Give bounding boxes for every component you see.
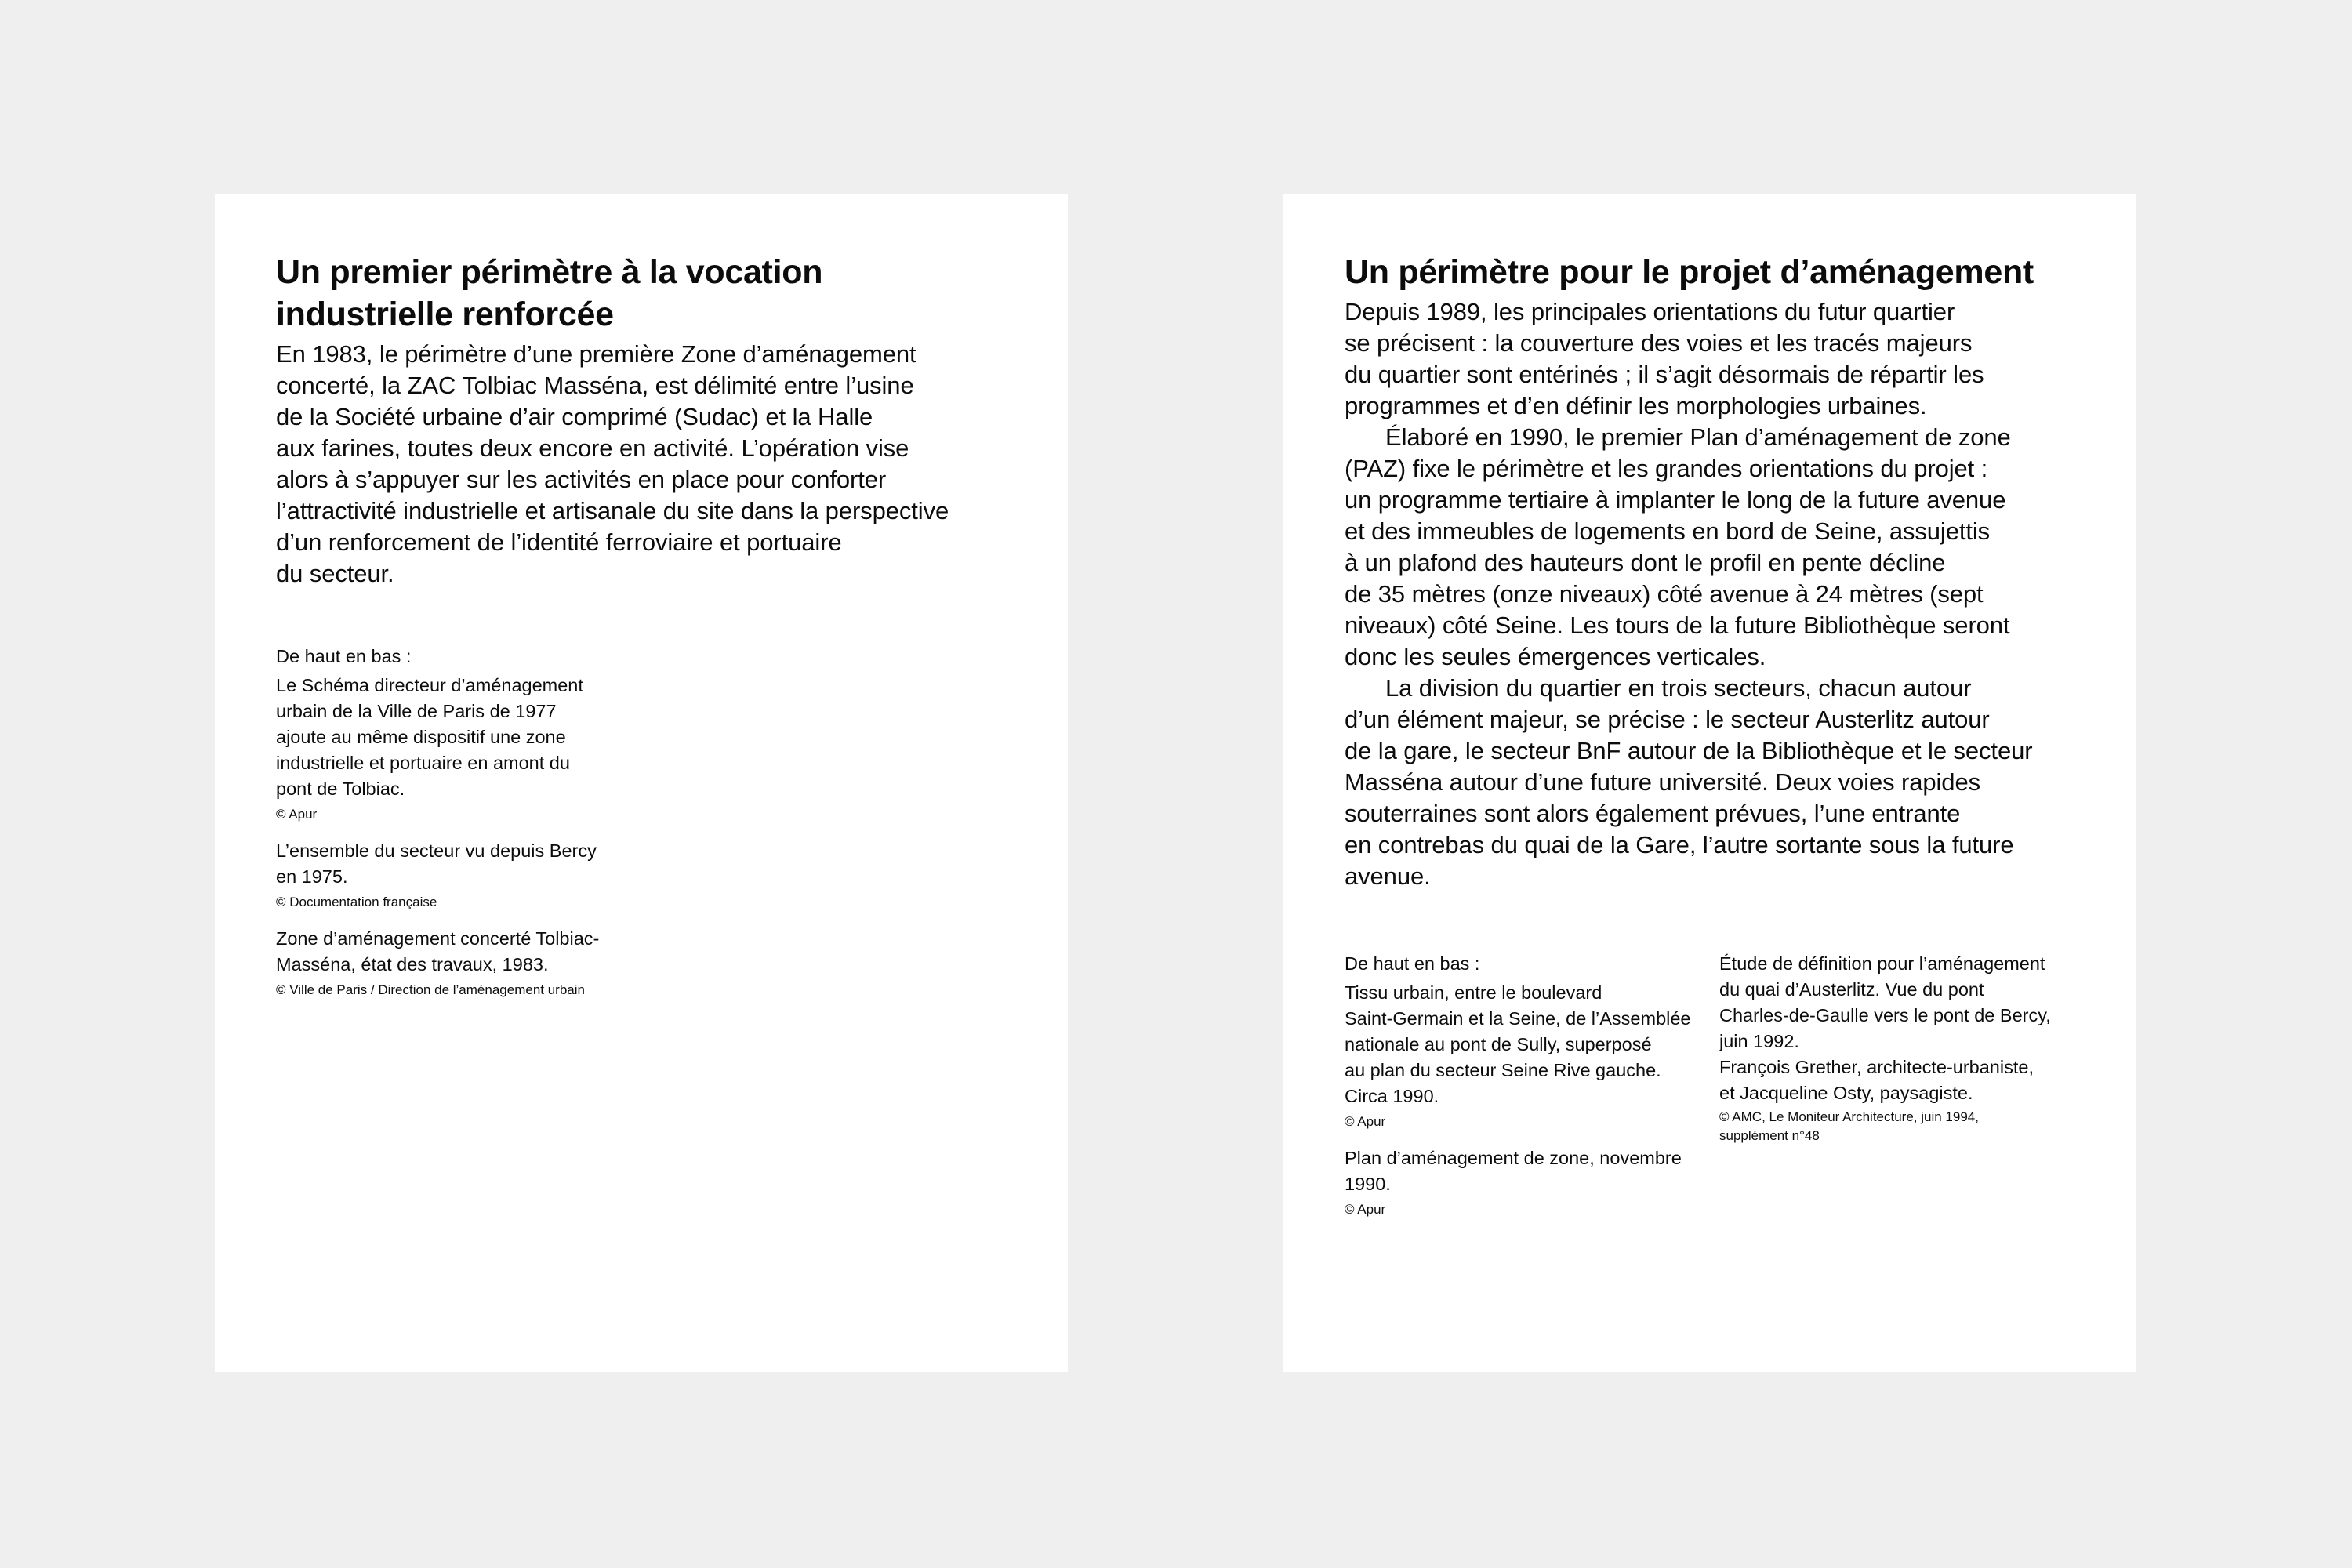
right-body-text [1345, 296, 2082, 892]
right-page-content [1345, 251, 2082, 892]
body-line: Élaboré en 1990, le premier Plan d’aménagement de zone [1385, 423, 2011, 451]
left-captions [276, 644, 637, 1014]
caption-line: industrielle et portuaire en amont du [276, 753, 570, 773]
caption-credit: supplément n°48 [1719, 1128, 1820, 1143]
body-paragraph [1345, 296, 2082, 422]
caption-column-a [1345, 951, 1705, 1233]
caption-line: Masséna, état des travaux, 1983. [276, 954, 549, 975]
body-line: se précisent : la couverture des voies et les tracés majeurs [1345, 329, 1973, 357]
body-line: (PAZ) fixe le périmètre et les grandes orientations du projet : [1345, 455, 1988, 482]
body-line: et des immeubles de logements en bord de Seine, assujettis [1345, 517, 1991, 545]
body-paragraph [1345, 422, 2082, 673]
caption-line: Plan d’aménagement de zone, novembre [1345, 1148, 1682, 1168]
caption-credit: © Ville de Paris / Direction de l’aménagement urbain [276, 982, 585, 997]
caption-line: juin 1992. [1719, 1031, 1799, 1051]
caption-credit: © Apur [1345, 1114, 1386, 1129]
caption-item [276, 673, 637, 824]
caption-item [1345, 1145, 1705, 1219]
caption-credit: © Documentation française [276, 895, 437, 909]
left-page-content [276, 251, 1013, 590]
right-page-title: Un périmètre pour le projet d’aménagement [1345, 253, 2034, 291]
caption-line: du quai d’Austerlitz. Vue du pont [1719, 979, 1984, 1000]
body-line: Masséna autour d’une future université. Deux voies rapides [1345, 768, 1980, 796]
caption-line: au plan du secteur Seine Rive gauche. [1345, 1060, 1661, 1080]
left-page [215, 194, 1068, 1372]
caption-line: en 1975. [276, 866, 348, 887]
caption-line: 1990. [1345, 1174, 1391, 1194]
caption-line: urbain de la Ville de Paris de 1977 [276, 701, 557, 721]
caption-credit: © Apur [1345, 1202, 1386, 1217]
body-line: un programme tertiaire à implanter le long de la future avenue [1345, 486, 2006, 514]
caption-line: Le Schéma directeur d’aménagement [276, 675, 583, 695]
body-line: d’un élément majeur, se précise : le secteur Austerlitz autour [1345, 706, 1990, 733]
caption-item [276, 838, 637, 912]
caption-credit: © AMC, Le Moniteur Architecture, juin 1994, [1719, 1109, 1979, 1124]
left-title-line: Un premier périmètre à la vocation [276, 253, 823, 291]
caption-heading: De haut en bas : [276, 646, 412, 666]
caption-column-b [1719, 951, 2082, 1160]
body-line: avenue. [1345, 862, 1431, 890]
caption-line: Saint-Germain et la Seine, de l’Assemblée [1345, 1008, 1691, 1029]
caption-line: nationale au pont de Sully, superposé [1345, 1034, 1652, 1054]
body-line: aux farines, toutes deux encore en activité. L’opération vise [276, 434, 909, 462]
body-line: du quartier sont entérinés ; il s’agit désormais de répartir les [1345, 361, 1984, 388]
left-title-line: industrielle renforcée [276, 296, 614, 333]
left-body-text [276, 339, 1013, 590]
body-line: donc les seules émergences verticales. [1345, 643, 1766, 670]
body-line: de la gare, le secteur BnF autour de la Bibliothèque et le secteur [1345, 737, 2033, 764]
caption-item [1345, 980, 1705, 1131]
body-line: de la Société urbaine d’air comprimé (Sudac) et la Halle [276, 403, 873, 430]
body-line: l’attractivité industrielle et artisanale du site dans la perspective [276, 497, 949, 524]
caption-line: Tissu urbain, entre le boulevard [1345, 982, 1602, 1003]
caption-line: Charles-de-Gaulle vers le pont de Bercy, [1719, 1005, 2051, 1025]
body-line: à un plafond des hauteurs dont le profil en pente décline [1345, 549, 1946, 576]
caption-line: L’ensemble du secteur vu depuis Bercy [276, 840, 597, 861]
body-line: concerté, la ZAC Tolbiac Masséna, est délimité entre l’usine [276, 372, 914, 399]
body-line: programmes et d’en définir les morphologies urbaines. [1345, 392, 1927, 419]
body-line: Depuis 1989, les principales orientations du futur quartier [1345, 298, 1955, 325]
caption-line: Circa 1990. [1345, 1086, 1439, 1106]
body-line: de 35 mètres (onze niveaux) côté avenue à 24 mètres (sept [1345, 580, 1984, 608]
caption-line: pont de Tolbiac. [276, 779, 405, 799]
body-line: d’un renforcement de l’identité ferroviaire et portuaire [276, 528, 842, 556]
body-line: niveaux) côté Seine. Les tours de la future Bibliothèque seront [1345, 612, 2010, 639]
body-line: alors à s’appuyer sur les activités en place pour conforter [276, 466, 887, 493]
caption-line: Zone d’aménagement concerté Tolbiac- [276, 928, 600, 949]
caption-item [276, 926, 637, 1000]
caption-line: ajoute au même dispositif une zone [276, 727, 566, 747]
caption-item [1719, 951, 2082, 1145]
body-paragraph [1345, 673, 2082, 892]
caption-line: et Jacqueline Osty, paysagiste. [1719, 1083, 1973, 1103]
body-line: en contrebas du quai de la Gare, l’autre sortante sous la future [1345, 831, 2014, 858]
body-line: La division du quartier en trois secteurs, chacun autour [1385, 674, 1972, 702]
body-line: souterraines sont alors également prévues, l’une entrante [1345, 800, 1961, 827]
left-page-title [276, 251, 1013, 336]
caption-line: Étude de définition pour l’aménagement [1719, 953, 2045, 974]
caption-line: François Grether, architecte-urbaniste, [1719, 1057, 2034, 1077]
body-line: du secteur. [276, 560, 394, 587]
right-page [1283, 194, 2136, 1372]
body-line: En 1983, le périmètre d’une première Zone d’aménagement [276, 340, 916, 368]
caption-heading: De haut en bas : [1345, 953, 1480, 974]
caption-credit: © Apur [276, 807, 318, 822]
